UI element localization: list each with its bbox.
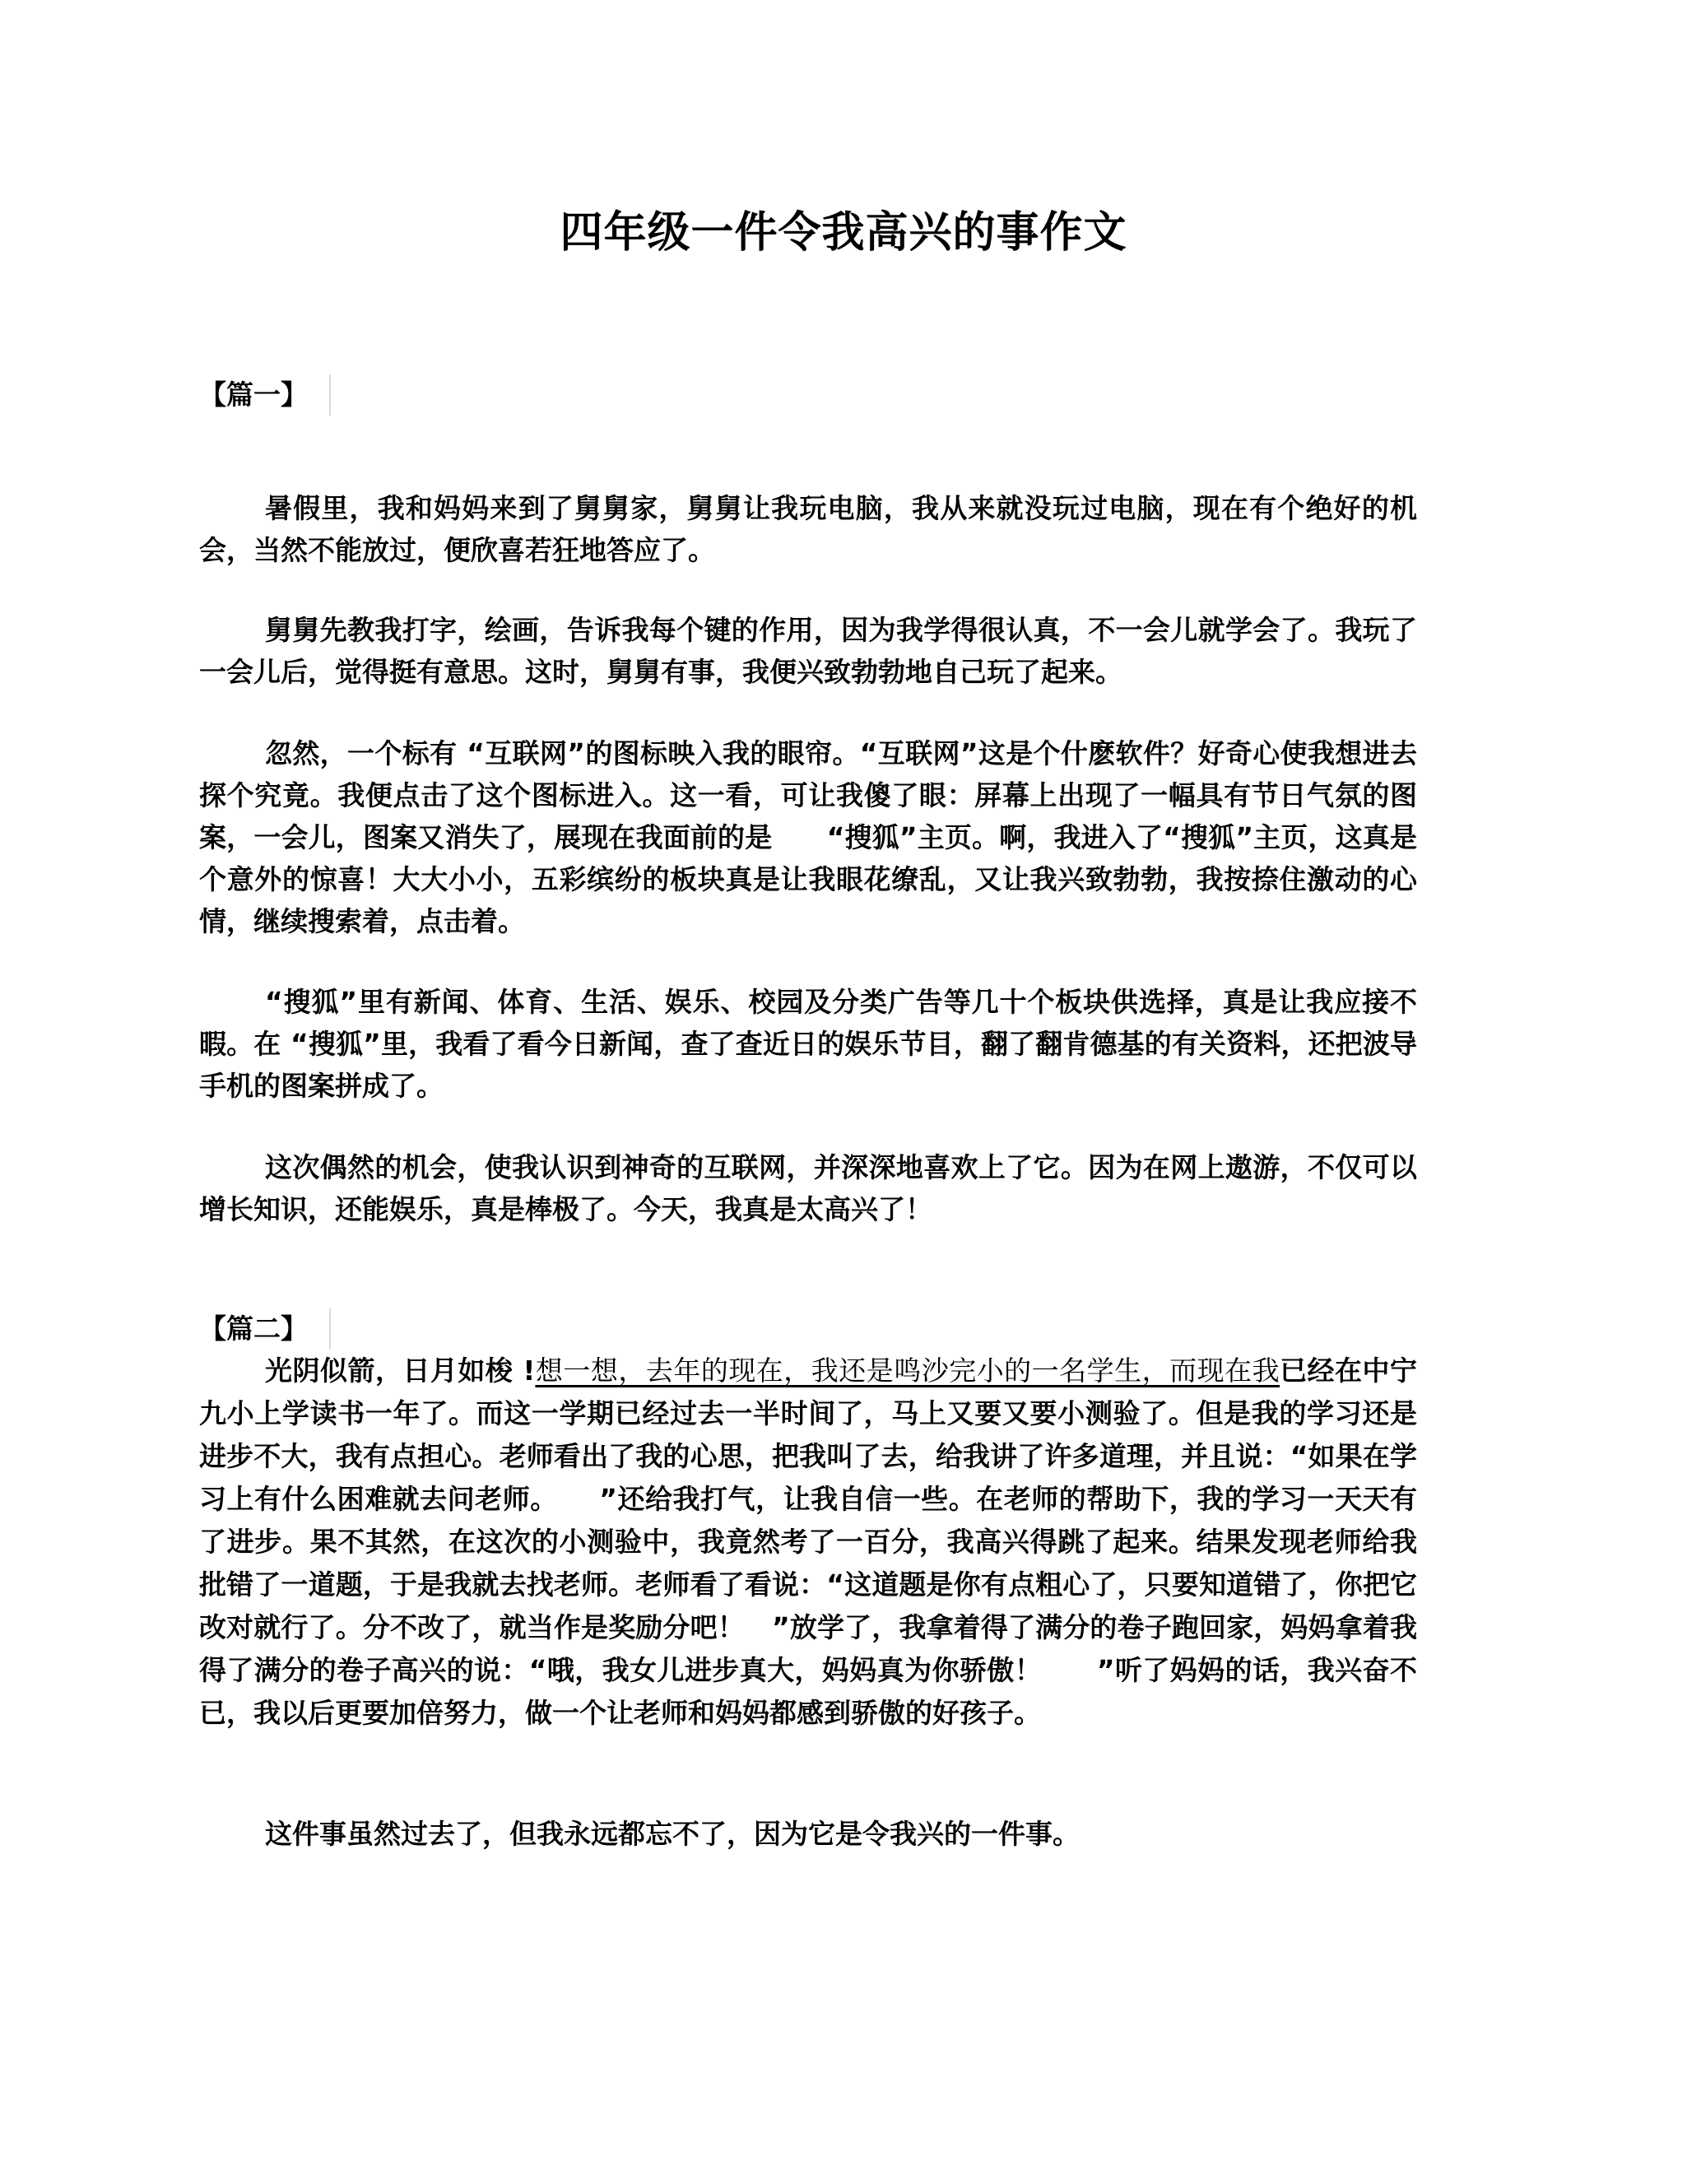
- paragraph-2-1-rest: 已经在中宁九小上学读书一年了。而这一学期已经过去一半时间了，马上又要又要小测验了。但是我的学习还是进步不大，我有点担心。老师看出了我的心思，把我叫了去，给我讲了许多道理，并且说：“如果在学习上有什么困难就去问老师。 ”还给我打气，让我自信一些。在老师的帮助下，我的学习一天天有了进步。果不其然，在这次的小测验中，我竟然考了一百分，我高兴得跳了起来。结果发现老师给我批错了一道题，于是我就去找老师。老师看了看说：“这道题是你有点粗心了，只要知道错了，你把它改对就行了。分不改了，就当作是奖励分吧！ ”放学了，我拿着得了满分的卷子跑回家，妈妈拿着我得了满分的卷子高兴的说：“哦，我女儿进步真大，妈妈真为你骄傲！ ”听了妈妈的话，我兴奋不已，我以后更要加倍努力，做一个让老师和妈妈都感到骄傲的好孩子。: [199, 1355, 1418, 1729]
- paragraph-1-4: “搜狐”里有新闻、体育、生活、娱乐、校园及分类广告等几十个板块供选择，真是让我应接不暇。在 “搜狐”里，我看了看今日新闻，查了查近日的娱乐节目，翻了翻肯德基的有关资料，还把波导手机的图案拼成了。: [199, 986, 1417, 1102]
- paragraph-2-1-underlined: 想一想，去年的现在，我还是鸣沙完小的一名学生，而现在我: [535, 1355, 1280, 1387]
- section-heading-2: 【篇二】: [199, 1308, 331, 1350]
- paragraph-1-1: 暑假里，我和妈妈来到了舅舅家，舅舅让我玩电脑，我从来就没玩过电脑，现在有个绝好的机会，当然不能放过，便欣喜若狂地答应了。: [199, 492, 1417, 566]
- paragraph-2-1: [199, 1350, 1417, 1735]
- document-title: 四年级一件令我高兴的事作文: [560, 208, 1127, 258]
- paragraph-1-2: 舅舅先教我打字，绘画，告诉我每个键的作用，因为我学得很认真，不一会儿就学会了。我玩了一会儿后，觉得挺有意思。这时，舅舅有事，我便兴致勃勃地自己玩了起来。: [199, 614, 1417, 688]
- paragraph-2-1-start: 光阴似箭，日月如梭 !: [265, 1355, 536, 1387]
- closing-paragraph: 这件事虽然过去了，但我永远都忘不了，因为它是令我兴的一件事。: [265, 1818, 1080, 1850]
- paragraph-1-3: 忽然，一个标有 “互联网”的图标映入我的眼帘。“互联网”这是个什麽软件？好奇心使我想进去探个究竟。我便点击了这个图标进入。这一看，可让我傻了眼：屏幕上出现了一幅具有节日气氛的图案，一会儿，图案又消失了，展现在我面前的是 “搜狐”主页。啊，我进入了“搜狐”主页，这真是个意外的惊喜！大大小小，五彩缤纷的板块真是让我眼花缭乱，又让我兴致勃勃，我按捺住激动的心情，继续搜索着，点击着。: [199, 737, 1417, 937]
- section-heading-1: 【篇一】: [199, 374, 331, 416]
- paragraph-1-5: 这次偶然的机会，使我认识到神奇的互联网，并深深地喜欢上了它。因为在网上遨游，不仅可以增长知识，还能娱乐，真是棒极了。今天，我真是太高兴了！: [199, 1151, 1417, 1225]
